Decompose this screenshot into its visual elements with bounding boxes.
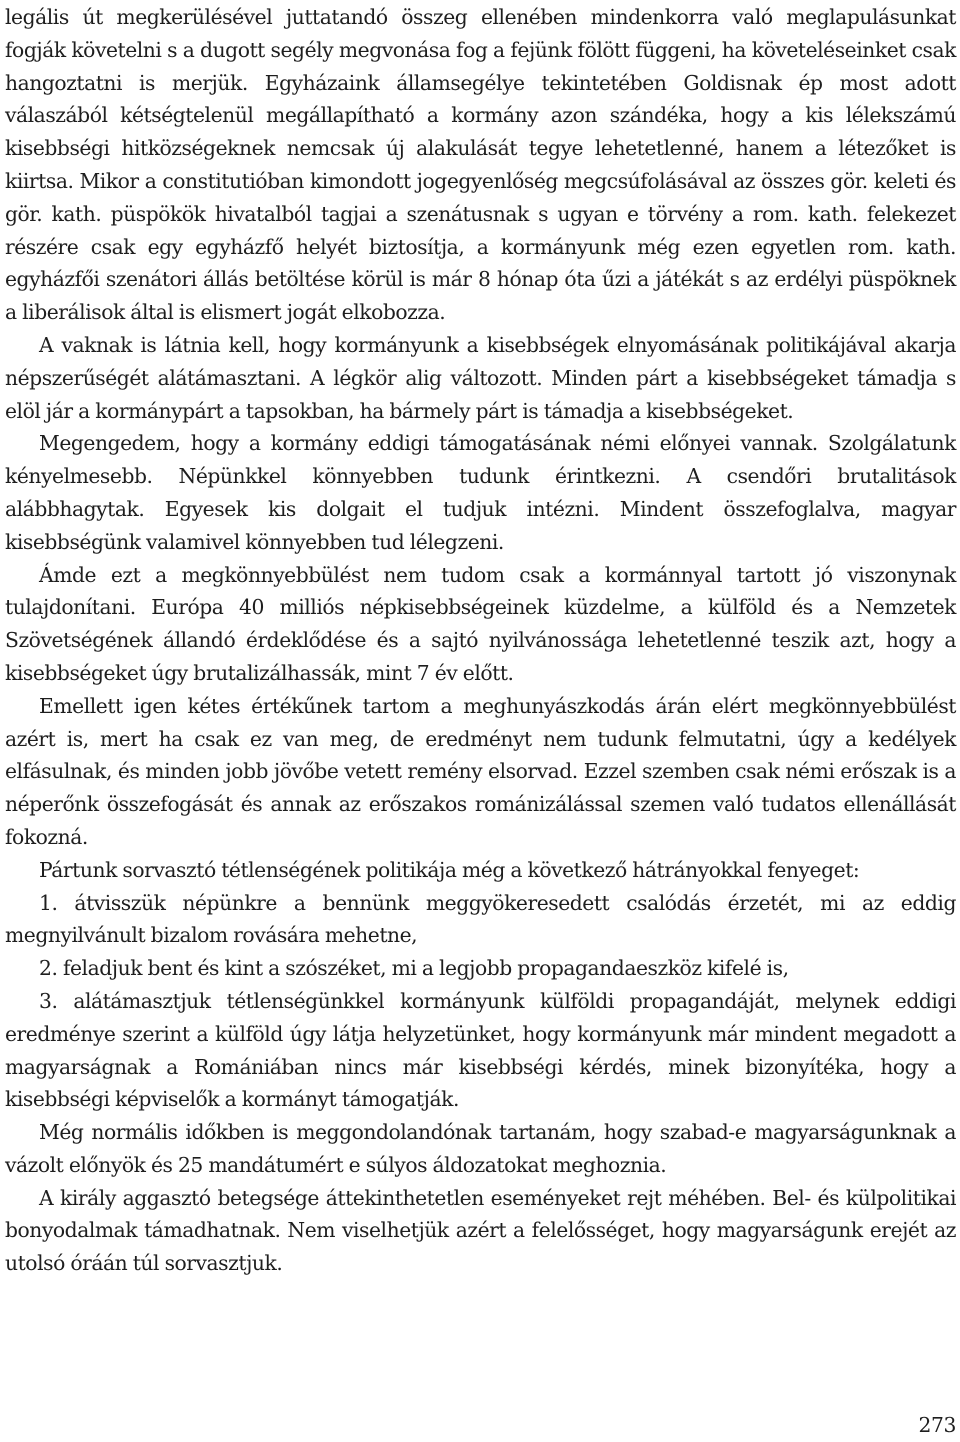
list-item-2: 2. feladjuk bent és kint a szószéket, mi a legjobb propagandaeszköz kifelé is,	[39, 956, 789, 981]
page-number: 273	[918, 1413, 956, 1437]
paragraph-3: Megengedem, hogy a kormány eddigi támogatásának némi előnyei vannak. Szolgálatunk kényelmesebb. Népünkkel könnyebben tudunk érintkezni. A csendőri brutalitások alábbhagytak. Egyesek kis dolgait el tudjuk intézni. Mindent összefoglalva, magyar kisebbségünk valamivel könnyebben tud lélegzeni.	[5, 431, 956, 554]
paragraph-4: Ámde ezt a megkönnyebbülést nem tudom csak a kormánnyal tartott jó viszonynak tulajdonítani. Európa 40 milliós népkisebbségeinek küzdelme, a külföld és a Nemzetek Szövetségének állandó érdeklődése és a sajtó nyilvánossága lehetetlenné teszik azt, hogy a kisebbségeket úgy brutalizálhassák, mint 7 év előtt.	[5, 562, 956, 685]
list-item-1: 1. átvisszük népünkre a bennünk meggyökeresedett csalódás érzetét, mi az eddig megnyilvánult bizalom rovására mehetne,	[5, 890, 956, 948]
paragraph-2: A vaknak is látnia kell, hogy kormányunk a kisebbségek elnyomásának politikájával akarja népszerűségét alátámasztani. A légkör alig változott. Minden párt a kisebbségeket támadja s elöl jár a kormánypárt a tapsokban, ha bármely párt is támadja a kisebbségeket.	[5, 332, 956, 423]
list-item-3: 3. alátámasztjuk tétlenségünkkel kormányunk külföldi propagandáját, melynek eddigi eredménye szerint a külföld úgy látja helyzetünket, hogy kormányunk már mindent megadott a magyarságnak a Romániában nincs már kisebbségi kérdés, minek bizonyítéka, hogy a kisebbségi képviselők a kormányt támogatják.	[5, 988, 956, 1112]
paragraph-6: Pártunk sorvasztó tétlenségének politikája még a következő hátrányokkal fenyeget:	[39, 857, 860, 882]
paragraph-1: legális út megkerülésével juttatandó összeg ellenében mindenkorra való meglapulásunkat fogják követelni s a dugott segély megvonása fog a fejünk fölött függeni, ha követeléseinket csak hangoztatni is merjük. Egyházaink államsegélye tekintetében Goldisnak ép most adott válaszából kétségtelenül megállapítható a kormány azon szándéka, hogy a kis lélekszámú kisebbségi hitközségeknek nemcsak új alakulását tegye lehetetlenné, hanem a létezőket is kiirtsa. Mikor a constitutióban kimondott jogegyenlőség megcsúfolásával az összes gör. keleti és gör. kath. püspökök hivatalból tagjai a szenátusnak s ugyan e törvény a rom. kath. felekezet részére csak egy egyházfő helyét biztosítja, a kormányunk még ezen egyetlen rom. kath. egyházfői szenátori állás betöltése körül is már 8 hónap óta űzi a játékát s az erdélyi püspöknek a liberálisok által is elismert jogát elkobozza.	[5, 5, 956, 325]
paragraph-5: Emellett igen kétes értékűnek tartom a meghunyászkodás árán elért megkönnyebbülést azért is, mert ha csak ez van meg, de eredményt nem tudunk felmutatni, úgy a kedélyek elfásulnak, és minden jobb jövőbe vetett remény elsorvad. Ezzel szemben csak némi erőszak is a néperőnk összefogását és annak az erőszakos románizálással szemen való tudatos ellenállását fokozná.	[5, 693, 956, 849]
paragraph-8: A király aggasztó betegsége áttekinthetetlen eseményeket rejt méhében. Bel- és külpolitikai bonyodalmak támadhatnak. Nem viselhetjük azért a felelősséget, hogy magyarságunk erejét az utolsó óráán túl sorvasztjuk.	[5, 1185, 956, 1276]
document-page	[5, 1, 956, 1280]
paragraph-7: Még normális időkben is meggondolandónak tartanám, hogy szabad-e magyarságunknak a vázolt előnyök és 25 mandátumért e súlyos áldozatokat meghoznia.	[5, 1120, 956, 1177]
